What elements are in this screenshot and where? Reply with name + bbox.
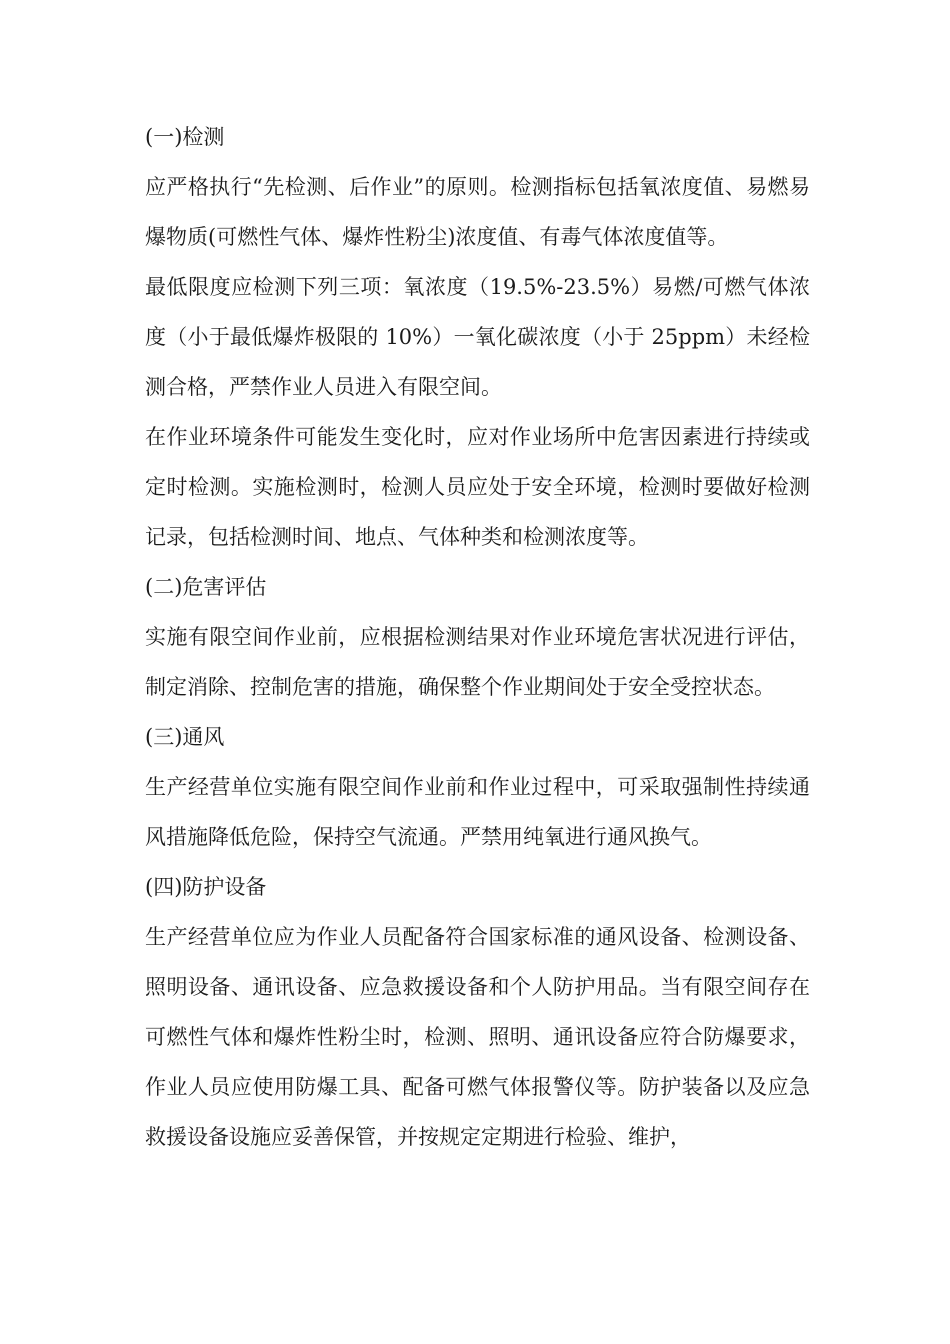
section-heading-hazard-assessment: (二)危害评估 xyxy=(145,575,267,599)
section-heading-protective-equipment: (四)防护设备 xyxy=(145,875,267,899)
section-heading-ventilation: (三)通风 xyxy=(145,725,225,749)
paragraph-protective-equipment: 生产经营单位应为作业人员配备符合国家标准的通风设备、检测设备、照明设备、通讯设备、应急救援设备和个人防护用品。当有限空间存在可燃性气体和爆炸性粉尘时，检测、照明、通讯设备应符合防爆要求，作业人员应使用防爆工具、配备可燃气体报警仪等。防护装备以及应急救援设备设施应妥善保管，并按规定定期进行检验、维护， xyxy=(145,925,810,1149)
paragraph-continuous-detection: 在作业环境条件可能发生变化时，应对作业场所中危害因素进行持续或定时检测。实施检测时，检测人员应处于安全环境，检测时要做好检测记录，包括检测时间、地点、气体种类和检测浓度等。 xyxy=(145,425,810,549)
paragraph-minimum-checks: 最低限度应检测下列三项：氧浓度（19.5%-23.5%）易燃/可燃气体浓度（小于最低爆炸极限的 10%）一氧化碳浓度（小于 25ppm）未经检测合格，严禁作业人员进入有限空间。 xyxy=(145,275,810,399)
paragraph-detection-principle: 应严格执行“先检测、后作业”的原则。检测指标包括氧浓度值、易燃易爆物质(可燃性气体、爆炸性粉尘)浓度值、有毒气体浓度值等。 xyxy=(145,175,810,249)
section-heading-detection: (一)检测 xyxy=(145,125,225,149)
paragraph-hazard-assessment: 实施有限空间作业前，应根据检测结果对作业环境危害状况进行评估，制定消除、控制危害的措施，确保整个作业期间处于安全受控状态。 xyxy=(145,625,810,699)
paragraph-ventilation: 生产经营单位实施有限空间作业前和作业过程中，可采取强制性持续通风措施降低危险，保持空气流通。严禁用纯氧进行通风换气。 xyxy=(145,775,810,849)
document-body xyxy=(145,112,810,1162)
